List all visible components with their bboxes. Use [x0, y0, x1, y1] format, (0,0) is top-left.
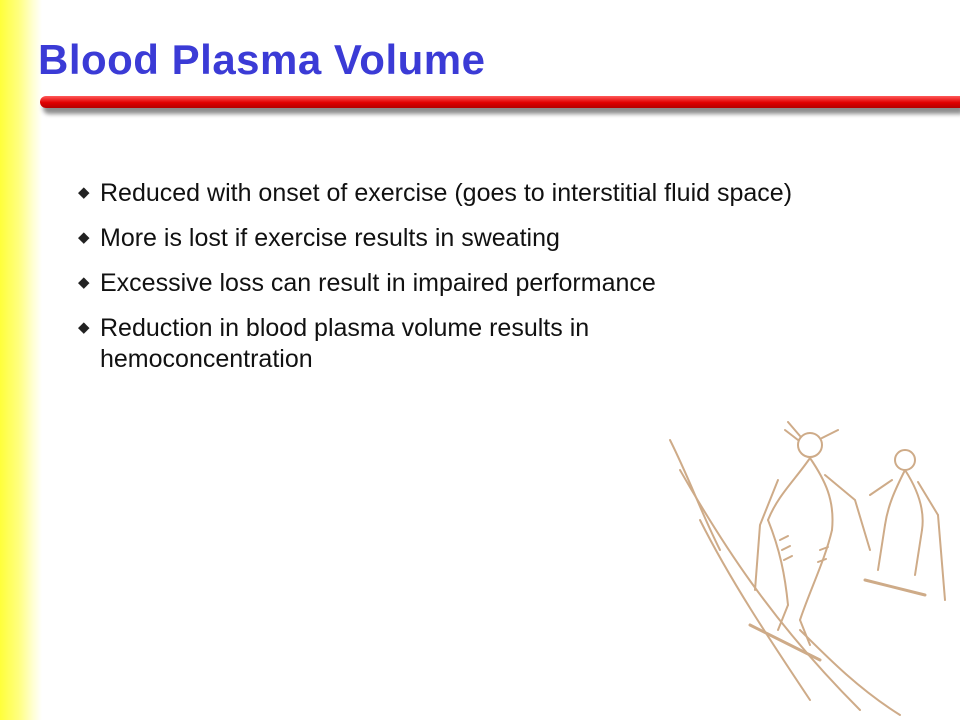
- bullet-item: [78, 313, 898, 375]
- bullet-item: [78, 268, 898, 299]
- diamond-bullet-icon: ◆: [78, 319, 90, 336]
- diamond-bullet-icon: ◆: [78, 229, 90, 246]
- bullet-list: [78, 178, 898, 389]
- slide-title: Blood Plasma Volume: [38, 36, 486, 83]
- diamond-bullet-icon: ◆: [78, 274, 90, 291]
- bullet-item: [78, 223, 898, 254]
- title-underline-bar: [40, 96, 960, 108]
- bullet-text: Excessive loss can result in impaired performance: [100, 269, 656, 297]
- diamond-bullet-icon: ◆: [78, 184, 90, 201]
- bullet-text: Reduced with onset of exercise (goes to interstitial fluid space): [100, 179, 793, 207]
- bullet-item: [78, 178, 898, 209]
- bullet-text: Reduction in blood plasma volume results in hemoconcentration: [100, 314, 590, 373]
- bullet-text: More is lost if exercise results in sweating: [100, 224, 560, 252]
- side-gradient-bar: [0, 0, 42, 720]
- skiers-sketch-icon: [660, 400, 960, 720]
